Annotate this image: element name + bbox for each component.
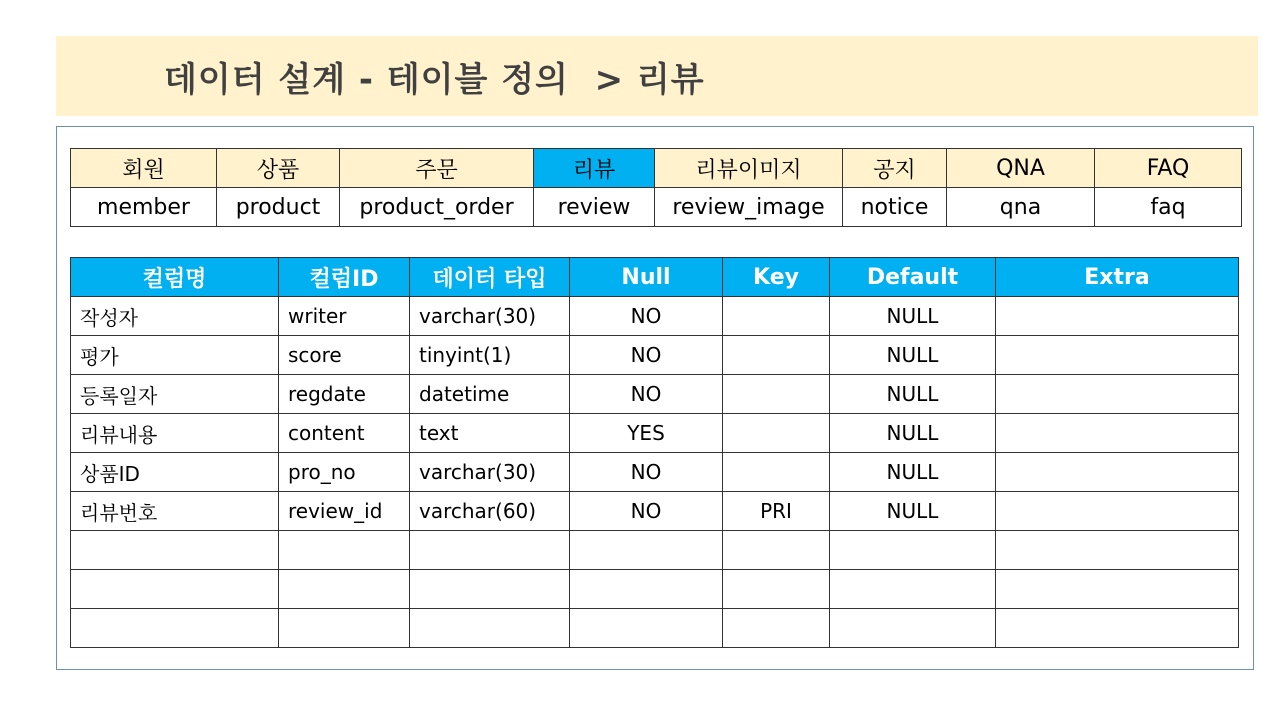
nav-id-faq: faq — [1095, 188, 1242, 227]
cell-null: NO — [570, 453, 723, 492]
nav-id-row — [71, 188, 1242, 227]
cell-column-name — [71, 609, 279, 648]
cell-extra — [996, 570, 1239, 609]
cell-null — [570, 609, 723, 648]
cell-key — [723, 297, 830, 336]
schema-body — [71, 297, 1239, 648]
cell-column-id: pro_no — [279, 453, 410, 492]
column-header: Key — [723, 258, 830, 297]
schema-header-row — [71, 258, 1239, 297]
nav-id-review: review — [534, 188, 655, 227]
cell-column-id: writer — [279, 297, 410, 336]
cell-data-type: varchar(30) — [410, 453, 570, 492]
column-header: Default — [830, 258, 996, 297]
nav-tab-review-image[interactable]: 리뷰이미지 — [655, 149, 843, 188]
cell-extra — [996, 531, 1239, 570]
cell-key: PRI — [723, 492, 830, 531]
nav-tab-product[interactable]: 상품 — [217, 149, 340, 188]
cell-column-id — [279, 609, 410, 648]
cell-data-type: varchar(60) — [410, 492, 570, 531]
table-nav — [70, 148, 1242, 227]
cell-extra — [996, 492, 1239, 531]
cell-column-name: 작성자 — [71, 297, 279, 336]
cell-key — [723, 531, 830, 570]
table-schema — [70, 257, 1239, 648]
column-header: 컬럼ID — [279, 258, 410, 297]
cell-column-name — [71, 570, 279, 609]
table-row — [71, 531, 1239, 570]
title-bar — [56, 36, 1258, 116]
cell-column-id: content — [279, 414, 410, 453]
cell-extra — [996, 297, 1239, 336]
cell-key — [723, 453, 830, 492]
cell-null: NO — [570, 375, 723, 414]
cell-column-id: score — [279, 336, 410, 375]
cell-extra — [996, 414, 1239, 453]
table-row — [71, 609, 1239, 648]
cell-data-type: text — [410, 414, 570, 453]
nav-tab-faq[interactable]: FAQ — [1095, 149, 1242, 188]
cell-default — [830, 531, 996, 570]
cell-data-type — [410, 609, 570, 648]
cell-column-id — [279, 531, 410, 570]
cell-key — [723, 336, 830, 375]
cell-null — [570, 570, 723, 609]
cell-column-id: review_id — [279, 492, 410, 531]
cell-default — [830, 570, 996, 609]
cell-extra — [996, 453, 1239, 492]
cell-key — [723, 570, 830, 609]
cell-column-id — [279, 570, 410, 609]
cell-data-type: varchar(30) — [410, 297, 570, 336]
nav-label-row — [71, 149, 1242, 188]
column-header: 데이터 타입 — [410, 258, 570, 297]
nav-id-review-image: review_image — [655, 188, 843, 227]
cell-data-type — [410, 531, 570, 570]
table-row — [71, 414, 1239, 453]
table-row — [71, 570, 1239, 609]
table-row — [71, 375, 1239, 414]
cell-default — [830, 609, 996, 648]
table-row — [71, 336, 1239, 375]
cell-data-type — [410, 570, 570, 609]
cell-column-name: 리뷰내용 — [71, 414, 279, 453]
cell-null — [570, 531, 723, 570]
cell-default: NULL — [830, 336, 996, 375]
column-header: 컬럼명 — [71, 258, 279, 297]
cell-key — [723, 414, 830, 453]
nav-tab-order[interactable]: 주문 — [340, 149, 534, 188]
cell-column-name — [71, 531, 279, 570]
cell-column-name: 평가 — [71, 336, 279, 375]
cell-extra — [996, 375, 1239, 414]
nav-id-product: product — [217, 188, 340, 227]
nav-id-qna: qna — [947, 188, 1095, 227]
table-row — [71, 453, 1239, 492]
nav-tab-qna[interactable]: QNA — [947, 149, 1095, 188]
column-header: Null — [570, 258, 723, 297]
cell-default: NULL — [830, 453, 996, 492]
cell-extra — [996, 336, 1239, 375]
cell-column-name: 등록일자 — [71, 375, 279, 414]
cell-null: NO — [570, 297, 723, 336]
column-header: Extra — [996, 258, 1239, 297]
nav-id-order: product_order — [340, 188, 534, 227]
cell-default: NULL — [830, 297, 996, 336]
cell-key — [723, 609, 830, 648]
cell-extra — [996, 609, 1239, 648]
cell-column-name: 리뷰번호 — [71, 492, 279, 531]
cell-null: NO — [570, 492, 723, 531]
cell-column-name: 상품ID — [71, 453, 279, 492]
cell-data-type: datetime — [410, 375, 570, 414]
cell-null: YES — [570, 414, 723, 453]
cell-key — [723, 375, 830, 414]
nav-id-notice: notice — [843, 188, 947, 227]
table-row — [71, 297, 1239, 336]
nav-tab-notice[interactable]: 공지 — [843, 149, 947, 188]
page-title: 데이터 설계 - 테이블 정의 > 리뷰 — [164, 60, 705, 100]
cell-default: NULL — [830, 375, 996, 414]
table-row — [71, 492, 1239, 531]
cell-data-type: tinyint(1) — [410, 336, 570, 375]
cell-default: NULL — [830, 492, 996, 531]
cell-column-id: regdate — [279, 375, 410, 414]
nav-tab-member[interactable]: 회원 — [71, 149, 217, 188]
cell-default: NULL — [830, 414, 996, 453]
cell-null: NO — [570, 336, 723, 375]
nav-tab-review[interactable]: 리뷰 — [534, 149, 655, 188]
nav-id-member: member — [71, 188, 217, 227]
